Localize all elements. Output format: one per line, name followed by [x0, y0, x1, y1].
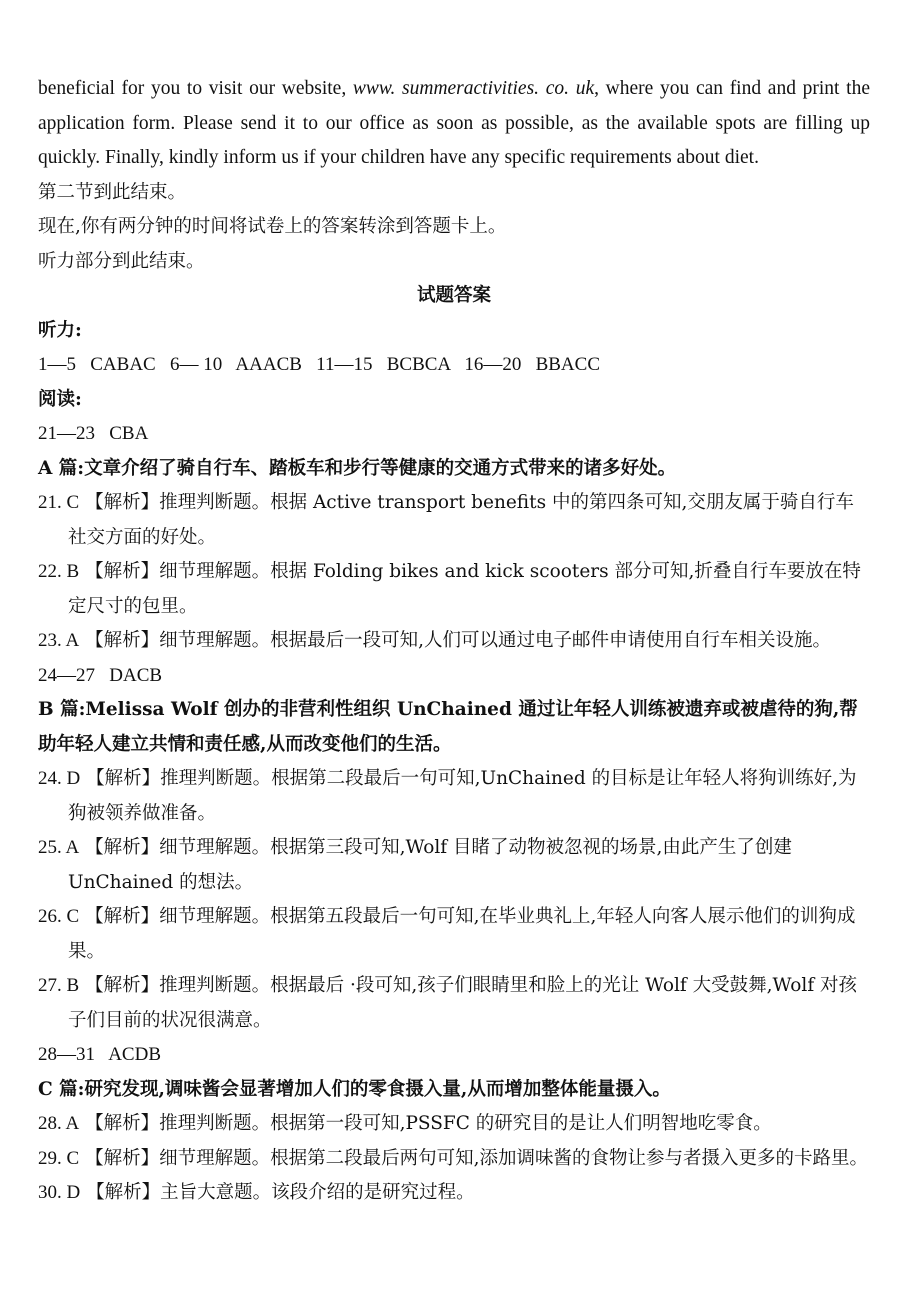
- transfer-note: 现在,你有两分钟的时间将试卷上的答案转涂到答题卡上。: [38, 216, 507, 237]
- answer-item-25: [38, 831, 870, 900]
- item-explanation: 【解析】细节理解题。根据 Folding bikes and kick scooters 部分可知,折叠自行车要放在特定尺寸的包里。: [68, 561, 861, 617]
- item-explanation: 【解析】主旨大意题。该段介绍的是研究过程。: [80, 1182, 475, 1203]
- answer-item-28: [38, 1107, 870, 1142]
- listening-label: 听力:: [38, 319, 82, 341]
- section-end-note: 第二节到此结束。: [38, 181, 187, 203]
- group-a-answers: 21—23 CBA: [38, 423, 149, 444]
- answer-item-21: [38, 486, 870, 555]
- item-number: 29. C: [38, 1147, 80, 1169]
- item-explanation: 【解析】细节理解题。根据第五段最后一句可知,在毕业典礼上,年轻人向客人展示他们的训狗成果。: [68, 906, 856, 962]
- passage-paragraph: [38, 72, 870, 176]
- website-url: www. summeractivities. co. uk: [352, 78, 595, 99]
- group-b-answers: 24—27 DACB: [38, 664, 163, 686]
- answer-item-27: [38, 969, 870, 1038]
- item-number: 23. A: [38, 630, 80, 651]
- answer-item-23: [38, 624, 870, 659]
- answer-item-26: [38, 900, 870, 969]
- item-number: 21. C: [38, 492, 80, 513]
- passage-a-summary: A 篇:文章介绍了骑自行车、踏板车和步行等健康的交通方式带来的诸多好处。: [38, 457, 677, 479]
- item-number: 25. A: [38, 837, 80, 858]
- item-explanation: 【解析】细节理解题。根据第三段可知,Wolf 目睹了动物被忽视的场景,由此产生了创建 UnChained 的想法。: [68, 837, 792, 893]
- item-explanation: 【解析】推理判断题。根据第二段最后一句可知,UnChained 的目标是让年轻人将狗训练好,为狗被领养做准备。: [68, 768, 857, 824]
- item-number: 22. B: [38, 561, 80, 582]
- item-explanation: 【解析】细节理解题。根据第二段最后两句可知,添加调味酱的食物让参与者摄入更多的卡路里。: [79, 1147, 868, 1169]
- reading-label: 阅读:: [38, 388, 82, 410]
- passage-text-end: , where you can find and print the application form. Please send it to our office as soon as possible, as the available spots are filling up quickly. Finally, kindly inform us if your children have any specific requirements about diet.: [38, 78, 870, 168]
- item-number: 30. D: [38, 1182, 81, 1203]
- item-explanation: 【解析】推理判断题。根据最后 ·段可知,孩子们眼睛里和脸上的光让 Wolf 大受鼓舞,Wolf 对孩子们目前的状况很满意。: [68, 975, 858, 1031]
- listening-end-note: 听力部分到此结束。: [38, 250, 205, 272]
- item-number: 27. B: [38, 975, 80, 996]
- item-explanation: 【解析】推理判断题。根据第一段可知,PSSFC 的研究目的是让人们明智地吃零食。: [79, 1113, 772, 1134]
- item-explanation: 【解析】细节理解题。根据最后一段可知,人们可以通过电子邮件申请使用自行车相关设施。: [79, 630, 831, 651]
- item-number: 26. C: [38, 906, 80, 927]
- item-number: 24. D: [38, 768, 81, 789]
- answer-item-24: [38, 762, 870, 831]
- group-c-answers: 28—31 ACDB: [38, 1044, 161, 1065]
- passage-text-start: beneficial for you to visit our website,: [38, 78, 353, 99]
- item-explanation: 【解析】推理判断题。根据 Active transport benefits 中的第四条可知,交朋友属于骑自行车社交方面的好处。: [68, 492, 854, 548]
- passage-b-summary: B 篇:Melissa Wolf 创办的非营利性组织 UnChained 通过让年轻人训练被遗弃或被虐待的狗,帮助年轻人建立共情和责任感,从而改变他们的生活。: [38, 699, 858, 755]
- answer-item-29: [38, 1142, 870, 1177]
- answer-title: 试题答案: [416, 285, 491, 306]
- listening-answers: 1—5 CABAC 6— 10 AAACB 11—15 BCBCA 16—20 BBACC: [38, 354, 600, 375]
- passage-c-summary: C 篇:研究发现,调味酱会显著增加人们的零食摄入量,从而增加整体能量摄入。: [38, 1078, 671, 1100]
- answer-item-22: [38, 555, 870, 624]
- answer-item-30: [38, 1176, 870, 1211]
- item-number: 28. A: [38, 1113, 80, 1134]
